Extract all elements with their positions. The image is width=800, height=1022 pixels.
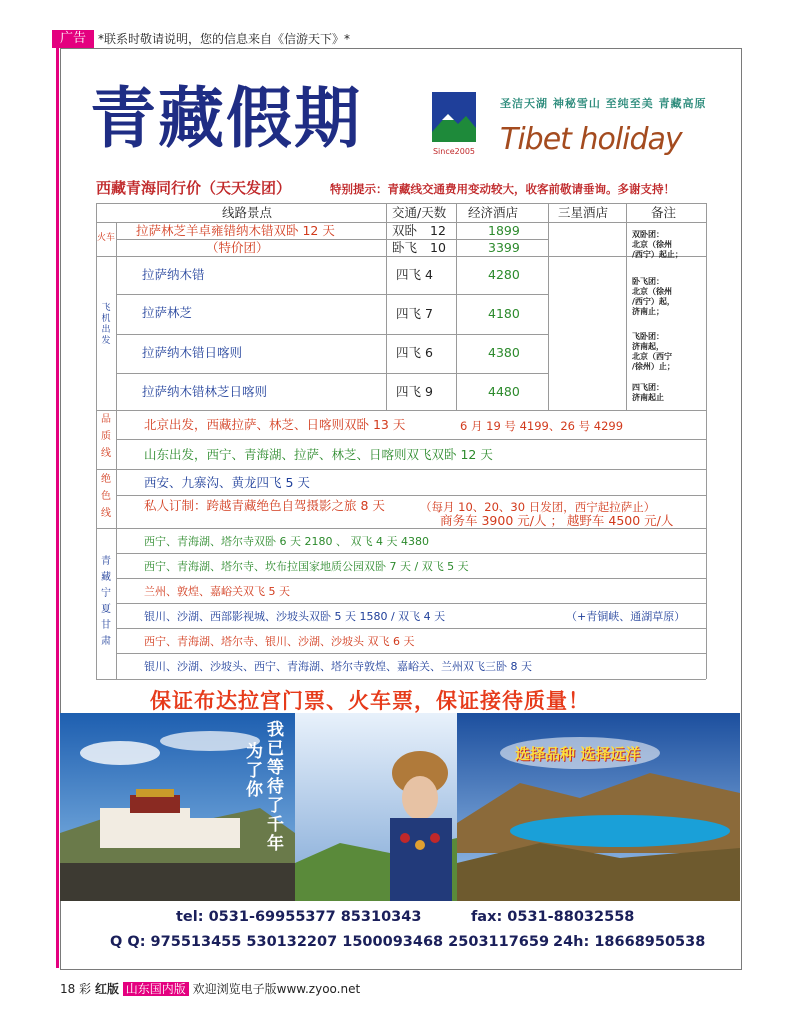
note-rail-fly: 卧飞团： 北京（徐州 /西宁）起， 济南止； xyxy=(632,277,675,316)
flight-transport: 四飞 7 xyxy=(396,306,433,321)
unique-route-2: 私人订制：跨越青藏绝色自驾摄影之旅 8 天 xyxy=(144,498,385,513)
fax-number: fax: 0531-88032558 xyxy=(471,909,635,925)
agent-line: 西藏青海同行价（天天发团） xyxy=(96,179,292,197)
flight-route: 拉萨纳木错日喀则 xyxy=(142,345,243,360)
ad-title: 青藏假期 xyxy=(90,79,362,157)
qinghai-route-2: 西宁、青海湖、塔尔寺、坎布拉国家地质公园双卧 7 天 / 双飞 5 天 xyxy=(144,560,469,573)
train-price-2: 3399 xyxy=(488,240,520,255)
train-price-1: 1899 xyxy=(488,223,520,238)
flight-transport: 四飞 4 xyxy=(396,267,433,282)
poem-line-2: 为了你 xyxy=(246,742,263,800)
qinghai-route-6: 银川、沙湖、沙坡头、西宁、青海湖、塔尔寺敦煌、嘉峪关、兰州双飞三卧 8 天 xyxy=(144,660,532,673)
flight-price: 4480 xyxy=(488,384,520,399)
company-logo xyxy=(428,92,480,158)
train-days-1: 12 xyxy=(430,223,446,238)
quality-route-2: 山东出发，西宁、青海湖、拉萨、林芝、日喀则双飞双卧 12 天 xyxy=(144,447,493,462)
english-title: Tibet holiday xyxy=(500,122,682,157)
ad-tag: 广告 xyxy=(52,30,94,48)
choose-slogan: 选择品种 选择远洋 xyxy=(515,745,641,763)
unique-route-2-schedule: （每月 10、20、30 日发团，西宁起拉萨止） xyxy=(420,500,656,514)
footer-region: 山东国内版 xyxy=(123,982,189,996)
photo-strip xyxy=(60,713,740,901)
header-notes: 备注 xyxy=(651,205,677,220)
route-table xyxy=(96,203,706,679)
logo-caption: Since2005 xyxy=(432,147,476,156)
note-four-fly: 四飞团： 济南起止 xyxy=(632,383,664,402)
unique-route-2-price: 商务车 3900 元/人 ； 越野车 4500 元/人 xyxy=(440,513,674,528)
page-accent-bar xyxy=(56,48,59,968)
header-three-star: 三星酒店 xyxy=(558,205,609,220)
flight-price: 4280 xyxy=(488,267,520,282)
flight-price: 4380 xyxy=(488,345,520,360)
poem-line-1: 我已等待了千年 xyxy=(267,720,284,854)
footer-website: 欢迎浏览电子版www.zyoo.net xyxy=(192,982,361,996)
qinghai-route-4: 银川、沙湖、西部影视城、沙坡头双卧 5 天 1580 / 双飞 4 天 xyxy=(144,610,446,623)
header-route: 线路景点 xyxy=(222,205,273,220)
flight-route: 拉萨林芝 xyxy=(142,305,193,320)
section-train: 火车 xyxy=(96,233,115,243)
train-days-2: 10 xyxy=(430,240,446,255)
guarantee-banner: 保证布达拉宫门票、火车票，保证接待质量！ xyxy=(150,689,590,713)
section-quality: 品质线 xyxy=(101,414,111,459)
flight-route: 拉萨纳木错 xyxy=(142,267,205,282)
quality-route-1: 北京出发，西藏拉萨、林芝、日喀则双卧 13 天 xyxy=(144,417,406,432)
qinghai-route-1: 西宁、青海湖、塔尔寺双卧 6 天 2180 、 双飞 4 天 4380 xyxy=(144,535,429,548)
section-qinghai: 青藏宁夏甘肃 xyxy=(101,556,111,647)
qinghai-route-3: 兰州、敦煌、嘉峪关双飞 5 天 xyxy=(144,585,290,598)
train-transport-1: 双卧 xyxy=(392,223,418,238)
hotline: 24h: 18668950538 xyxy=(553,934,706,950)
footer-cai: 彩 xyxy=(79,982,92,996)
footer-edition: 红版 xyxy=(94,982,119,996)
scenery-photos xyxy=(60,713,740,901)
header-transport: 交通/天数 xyxy=(392,205,447,220)
qinghai-route-5: 西宁、青海湖、塔尔寺、银川、沙湖、沙坡头 双飞 6 天 xyxy=(144,635,415,648)
page-footer xyxy=(60,980,360,997)
header-economy: 经济酒店 xyxy=(468,205,519,220)
flight-transport: 四飞 6 xyxy=(396,345,433,360)
special-notice: 特别提示：青藏线交通费用变动较大，收客前敬请垂询。多谢支持！ xyxy=(330,182,675,196)
quality-route-1-price: 6 月 19 号 4199、26 号 4299 xyxy=(460,419,624,433)
train-route: 拉萨林芝羊卓雍错纳木错双卧 12 天 xyxy=(136,223,335,238)
flight-price: 4180 xyxy=(488,306,520,321)
unique-route-1: 西安、九寨沟、黄龙四飞 5 天 xyxy=(144,475,310,490)
section-plane: 飞机出发 xyxy=(101,303,111,346)
ad-source-note: *联系时敬请说明，您的信息来自《信游天下》* xyxy=(98,32,351,46)
flight-transport: 四飞 9 xyxy=(396,384,433,399)
flight-route: 拉萨纳木错林芝日喀则 xyxy=(142,384,268,399)
phone-numbers: tel: 0531-69955377 85310343 xyxy=(176,909,422,925)
qinghai-route-4-extra: （+青铜峡、通湖草原） xyxy=(566,610,686,623)
note-fly-rail: 飞卧团： 济南起， 北京（西宁 /徐州）止； xyxy=(632,332,675,371)
qq-numbers: Q Q: 975513455 530132207 1500093468 2503117659 xyxy=(110,934,550,950)
train-special: （特价团） xyxy=(206,240,269,255)
slogan: 圣洁天湖 神秘雪山 至纯至美 青藏高原 xyxy=(500,97,707,110)
train-transport-2: 卧飞 xyxy=(392,240,418,255)
page-number: 18 xyxy=(60,982,76,996)
note-train: 双卧团： 北京（徐州 /西宁）起止； xyxy=(632,230,683,259)
section-unique: 绝色线 xyxy=(101,474,111,519)
